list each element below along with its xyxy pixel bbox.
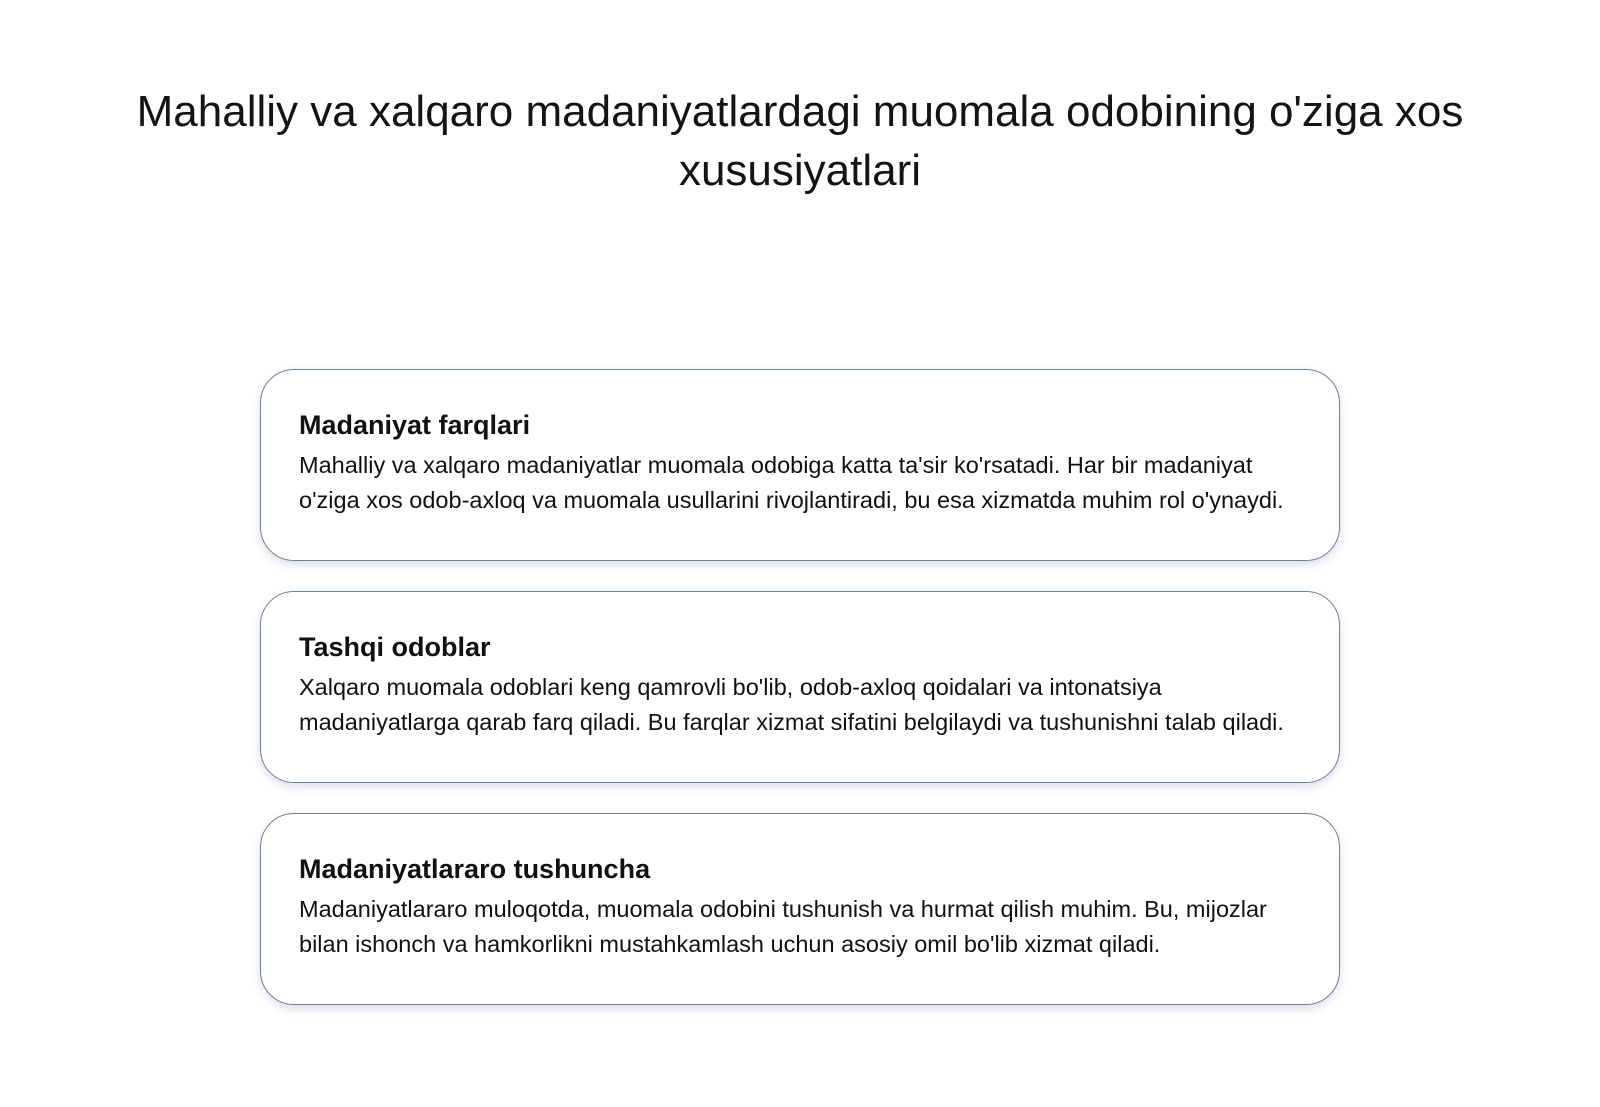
card-list [260,369,1340,1035]
card-text: Xalqaro muomala odoblari keng qamrovli bo'lib, odob-axloq qoidalari va intonatsiya madaniyatlarga qarab farq qiladi. Bu farqlar xizmat sifatini belgilaydi va tushunishni talab qiladi. [299,674,1284,735]
card-heading: Madaniyat farqlari [299,410,531,440]
card-text: Madaniyatlararo muloqotda, muomala odobini tushunish va hurmat qilish muhim. Bu, mijozlar bilan ishonch va hamkorlikni mustahkamlash uchun asosiy omil bo'lib xizmat qiladi. [299,896,1267,957]
card-external-etiquette [260,591,1340,783]
card-cultural-differences [260,369,1340,561]
card-intercultural-understanding [260,813,1340,1005]
card-heading: Tashqi odoblar [299,632,491,662]
card-text: Mahalliy va xalqaro madaniyatlar muomala odobiga katta ta'sir ko'rsatadi. Har bir madaniyat o'ziga xos odob-axloq va muomala usullarini rivojlantiradi, bu esa xizmatda muhim rol o'ynaydi. [299,452,1284,513]
card-heading: Madaniyatlararo tushuncha [299,854,651,884]
slide-title: Mahalliy va xalqaro madaniyatlardagi muomala odobining o'ziga xos xususiyatlari [136,87,1464,195]
